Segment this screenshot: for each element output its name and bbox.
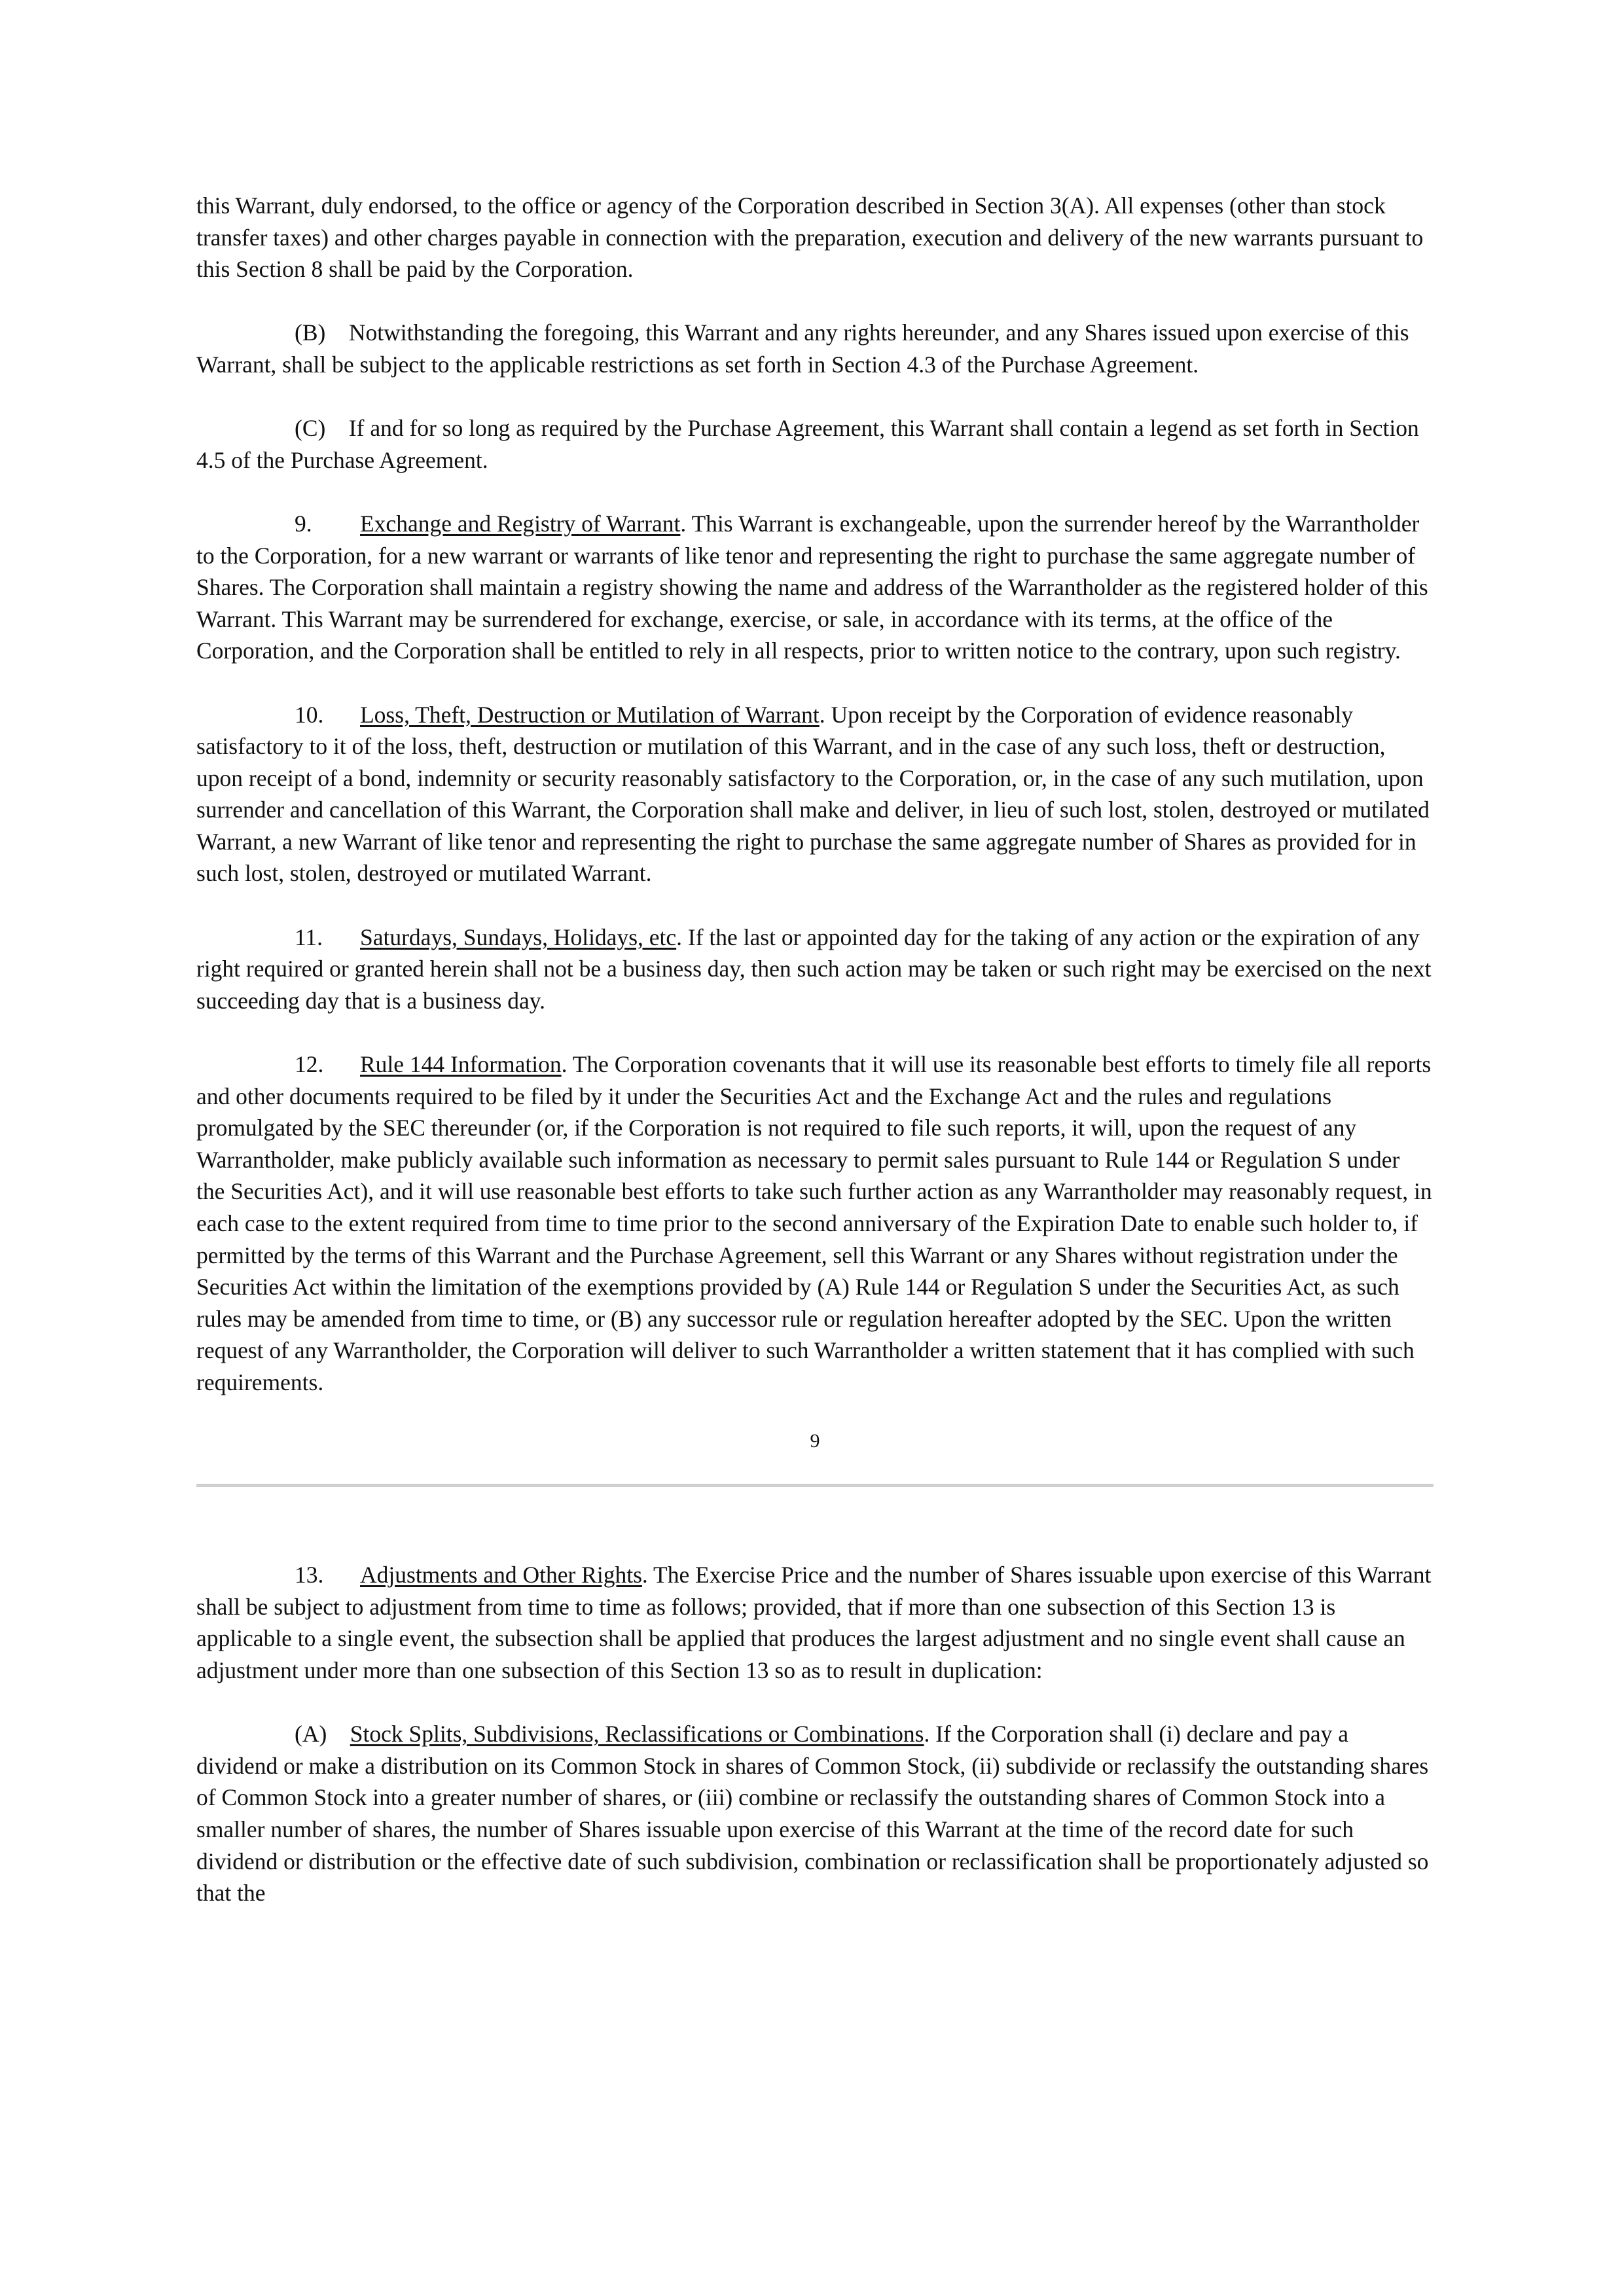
document-body xyxy=(196,190,1434,1941)
paragraph-c xyxy=(196,412,1434,476)
section-11-text: . If the last or appointed day for the taking of any action or the expiration of any right required or granted herein shall not be a business day, then such action may be taken or such right may be exercised on the next succeeding day that is a business day. xyxy=(196,924,1432,1014)
section-13-number: 13. xyxy=(295,1562,324,1588)
section-11-heading: Saturdays, Sundays, Holidays, etc xyxy=(360,924,677,950)
paragraph-b-label: (B) xyxy=(295,319,326,346)
section-13a-label: (A) xyxy=(295,1721,327,1748)
section-9 xyxy=(196,508,1434,667)
section-10 xyxy=(196,699,1434,890)
section-13-heading: Adjustments and Other Rights xyxy=(360,1562,642,1588)
page-number: 9 xyxy=(810,1430,820,1452)
page-separator xyxy=(196,1484,1434,1487)
section-12-number: 12. xyxy=(295,1051,324,1078)
section-11 xyxy=(196,922,1434,1017)
section-10-number: 10. xyxy=(295,701,324,728)
paragraph-intro: this Warrant, duly endorsed, to the office or agency of the Corporation described in Section 3(A). All expenses (other than stock transfer taxes) and other charges payable in connection with the preparation, execution and delivery of the new warrants pursuant to this Section 8 shall be paid by the Corporation. xyxy=(196,192,1424,283)
section-12 xyxy=(196,1049,1434,1399)
paragraph-c-text: If and for so long as required by the Purchase Agreement, this Warrant shall contain a legend as set forth in Section 4.5 of the Purchase Agreement. xyxy=(196,415,1419,473)
section-13-text: . The Exercise Price and the number of Shares issuable upon exercise of this Warrant shall be subject to adjustment from time to time as follows; provided, that if more than one subsection of this Section 13 is applicable to a single event, the subsection shall be applied that produces the largest adjustment and no single event shall cause an adjustment under more than one subsection of this Section 13 so as to result in duplication: xyxy=(196,1562,1432,1683)
paragraph-c-label: (C) xyxy=(295,415,326,442)
section-9-heading: Exchange and Registry of Warrant xyxy=(360,510,681,537)
section-9-number: 9. xyxy=(295,510,312,537)
section-13a-heading: Stock Splits, Subdivisions, Reclassifications or Combinations xyxy=(350,1721,924,1748)
section-11-number: 11. xyxy=(295,924,323,950)
section-13 xyxy=(196,1559,1434,1686)
section-10-text: . Upon receipt by the Corporation of evidence reasonably satisfactory to it of the loss, theft, destruction or mutilation of this Warrant, and in the case of any such loss, theft or destruction, upon receipt of a bond, indemnity or security reasonably satisfactory to the Corporation, or, in the case of any such mutilation, upon surrender and cancellation of this Warrant, the Corporation shall make and deliver, in lieu of such lost, stolen, destroyed or mutilated Warrant, a new Warrant of like tenor and representing the right to purchase the same aggregate number of Shares as provided for in such lost, stolen, destroyed or mutilated Warrant. xyxy=(196,701,1430,887)
section-12-heading: Rule 144 Information xyxy=(360,1051,562,1078)
section-12-text: . The Corporation covenants that it will use its reasonable best efforts to timely file all reports and other documents required to be filed by it under the Securities Act and the Exchange Act and the rules and regulations promulgated by the SEC thereunder (or, if the Corporation is not required to file such reports, it will, upon the request of any Warrantholder, make publicly available such information as necessary to permit sales pursuant to Rule 144 or Regulation S under the Securities Act), and it will use reasonable best efforts to take such further action as any Warrantholder may reasonably request, in each case to the extent required from time to time prior to the second anniversary of the Expiration Date to enable such holder to, if permitted by the terms of this Warrant and the Purchase Agreement, sell this Warrant or any Shares without registration under the Securities Act within the limitation of the exemptions provided by (A) Rule 144 or Regulation S under the Securities Act, as such rules may be amended from time to time, or (B) any successor rule or regulation hereafter adopted by the SEC. Upon the written request of any Warrantholder, the Corporation will deliver to such Warrantholder a written statement that it has complied with such requirements. xyxy=(196,1051,1432,1395)
section-10-heading: Loss, Theft, Destruction or Mutilation of Warrant xyxy=(360,701,820,728)
section-13a xyxy=(196,1718,1434,1909)
section-9-text: . This Warrant is exchangeable, upon the surrender hereof by the Warrantholder to the Corporation, for a new warrant or warrants of like tenor and representing the right to purchase the same aggregate number of Shares. The Corporation shall maintain a registry showing the name and address of the Warrantholder as the registered holder of this Warrant. This Warrant may be surrendered for exchange, exercise, or sale, in accordance with its terms, at the office of the Corporation, and the Corporation shall be entitled to rely in all respects, prior to written notice to the contrary, upon such registry. xyxy=(196,510,1428,664)
paragraph-b-text: Notwithstanding the foregoing, this Warrant and any rights hereunder, and any Shares issued upon exercise of this Warrant, shall be subject to the applicable restrictions as set forth in Section 4.3 of the Purchase Agreement. xyxy=(196,319,1409,378)
section-13a-text: . If the Corporation shall (i) declare and pay a dividend or make a distribution on its Common Stock in shares of Common Stock, (ii) subdivide or reclassify the outstanding shares of Common Stock into a greater number of shares, or (iii) combine or reclassify the outstanding shares of Common Stock into a smaller number of shares, the number of Shares issuable upon exercise of this Warrant at the time of the record date for such dividend or distribution or the effective date of such subdivision, combination or reclassification shall be proportionately adjusted so that the xyxy=(196,1721,1429,1907)
paragraph-b xyxy=(196,317,1434,380)
